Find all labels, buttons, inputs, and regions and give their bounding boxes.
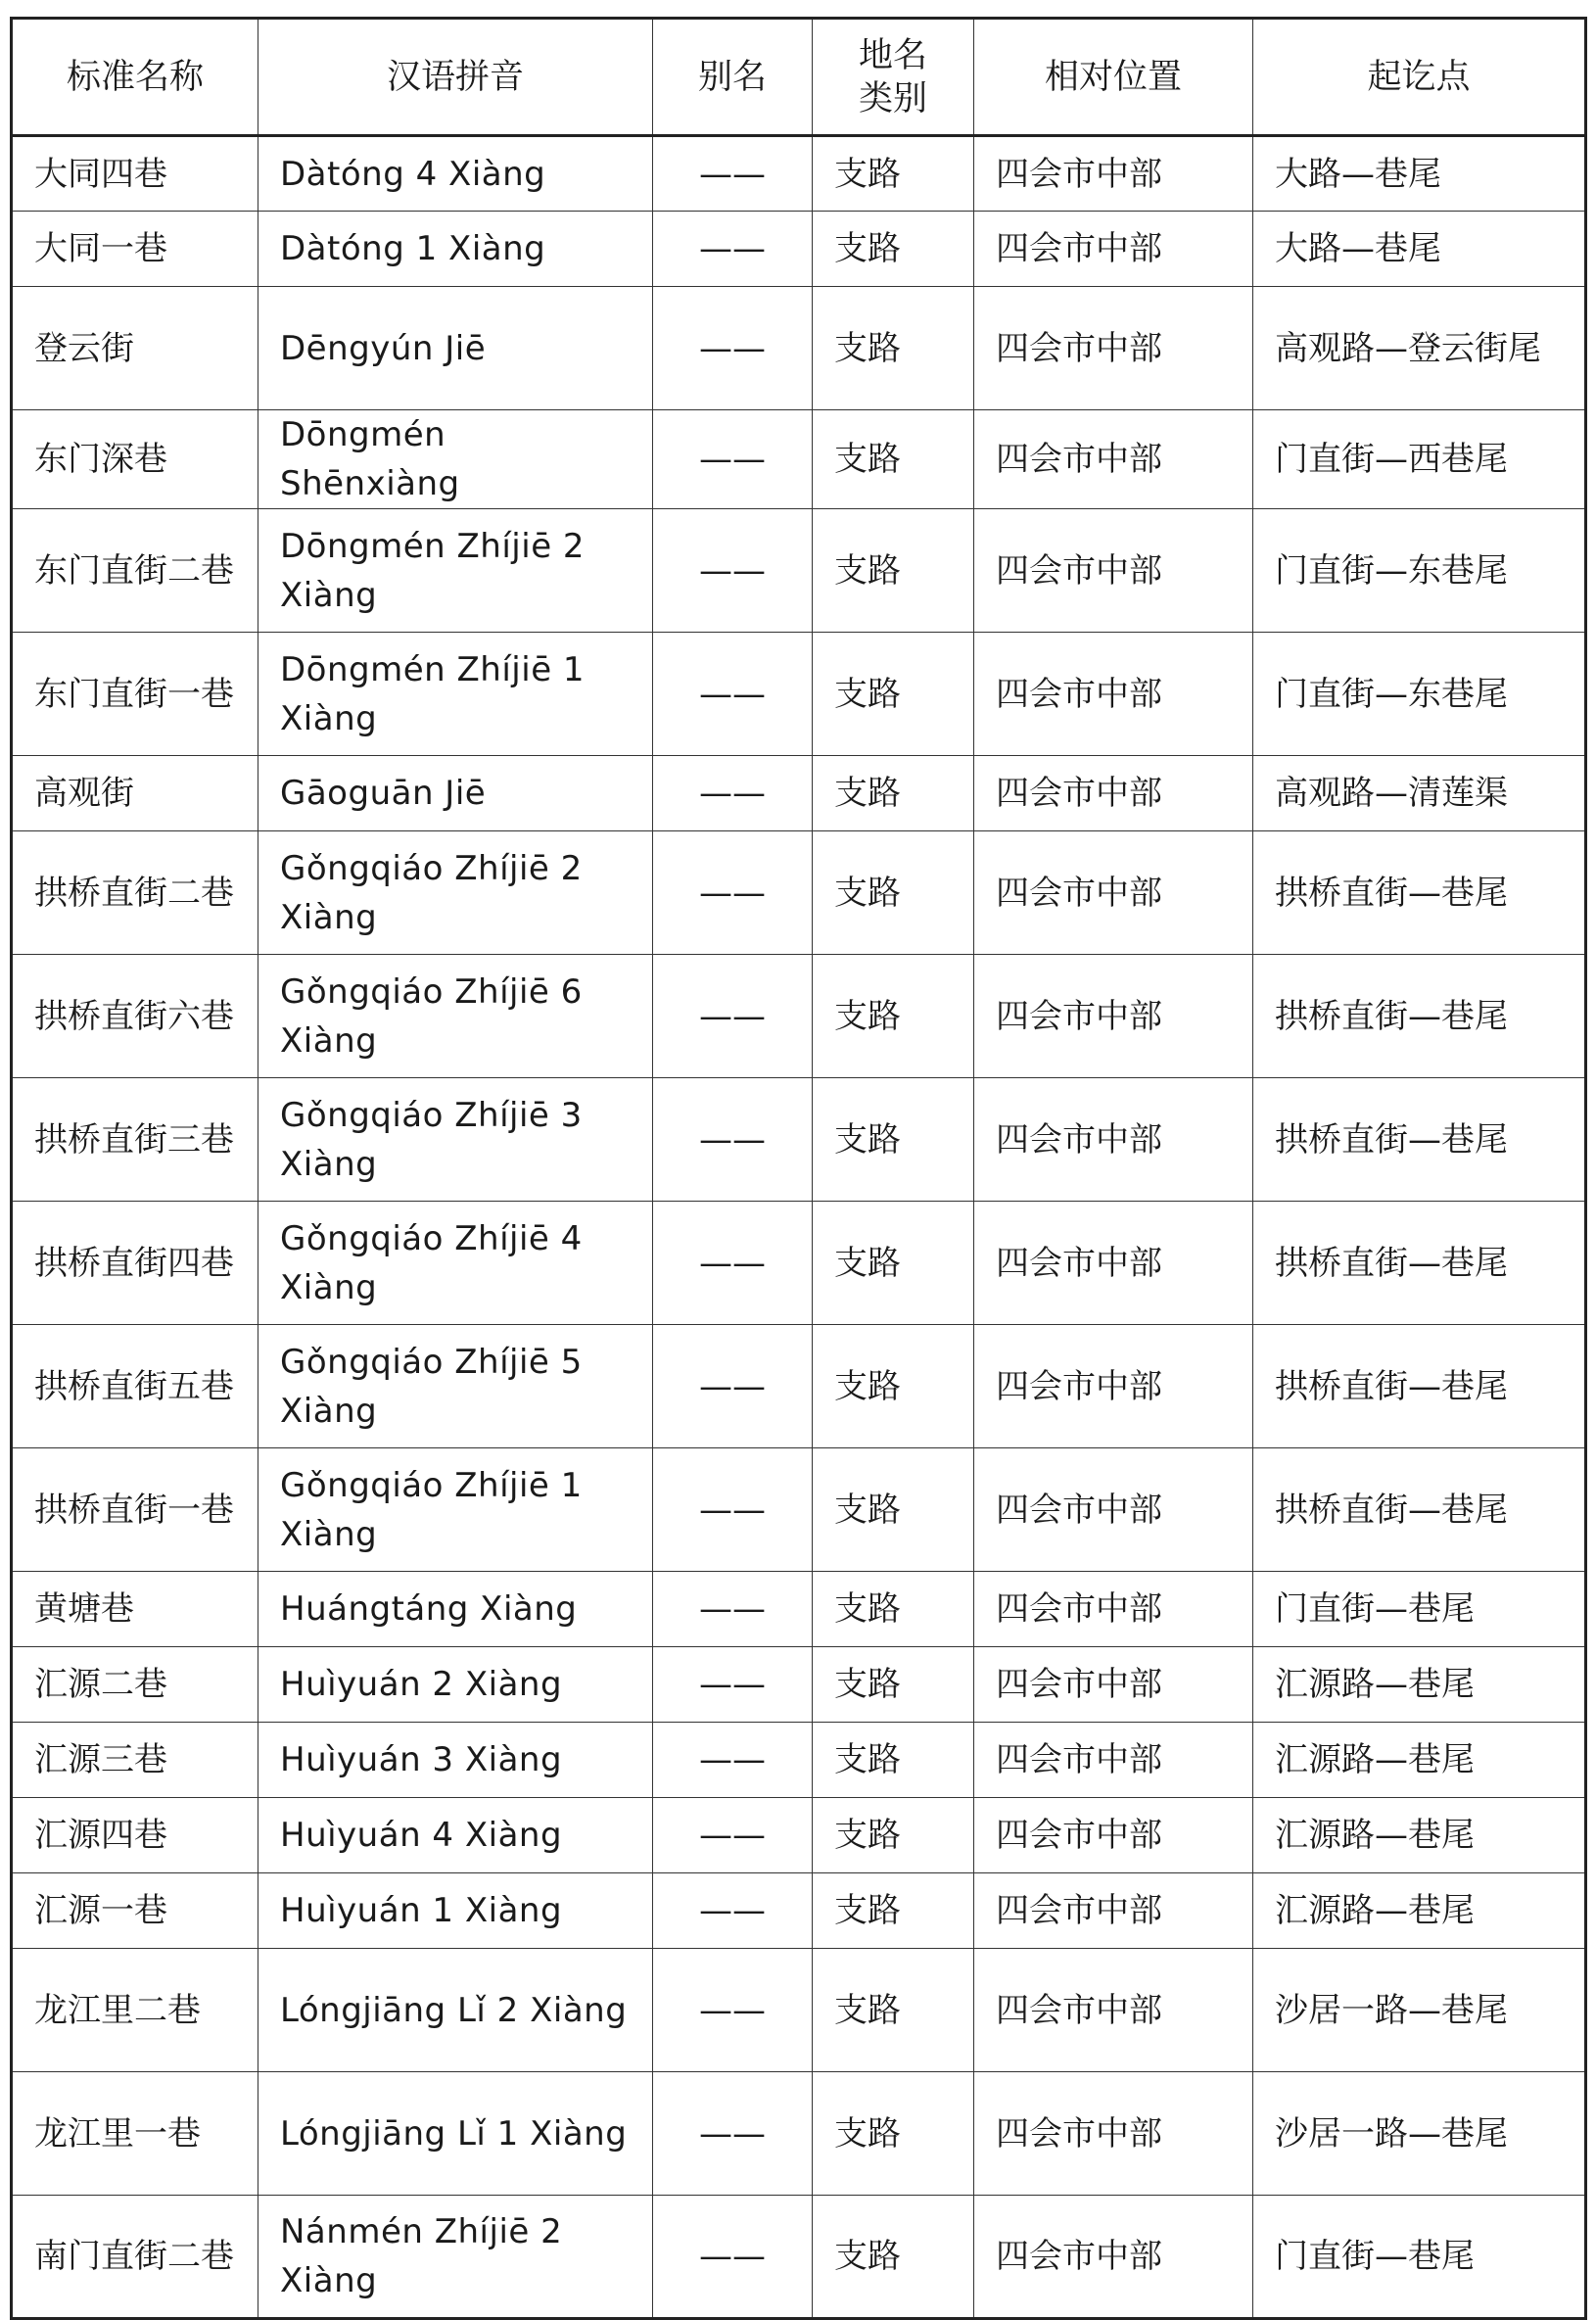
header-pinyin: 汉语拼音 [258,19,653,136]
cell-endpoints: 高观路—登云街尾 [1253,287,1586,410]
cell-standard-name: 南门直街二巷 [12,2196,258,2319]
cell-relative-location: 四会市中部 [974,1798,1253,1873]
cell-pinyin: Gǒngqiáo Zhíjiē 2 Xiàng [258,831,653,955]
cell-pinyin: Gǒngqiáo Zhíjiē 4 Xiàng [258,1202,653,1325]
cell-place-type: 支路 [813,1572,974,1647]
cell-standard-name: 龙江里一巷 [12,2072,258,2196]
header-alias: 别名 [653,19,813,136]
cell-relative-location: 四会市中部 [974,212,1253,287]
cell-place-type: 支路 [813,633,974,756]
table-row [12,831,1586,955]
place-name-table [10,17,1587,2320]
table-row [12,410,1586,509]
cell-pinyin: Gǒngqiáo Zhíjiē 6 Xiàng [258,955,653,1078]
cell-place-type: 支路 [813,410,974,509]
cell-endpoints: 拱桥直街—巷尾 [1253,831,1586,955]
cell-pinyin: Gǒngqiáo Zhíjiē 3 Xiàng [258,1078,653,1202]
cell-alias: —— [653,2196,813,2319]
cell-pinyin: Lóngjiāng Lǐ 1 Xiàng [258,2072,653,2196]
cell-place-type: 支路 [813,2072,974,2196]
cell-place-type: 支路 [813,136,974,212]
cell-standard-name: 大同一巷 [12,212,258,287]
cell-standard-name: 拱桥直街五巷 [12,1325,258,1448]
cell-pinyin: Dēngyún Jiē [258,287,653,410]
cell-standard-name: 汇源二巷 [12,1647,258,1723]
cell-alias: —— [653,1202,813,1325]
cell-endpoints: 汇源路—巷尾 [1253,1647,1586,1723]
table-row [12,633,1586,756]
cell-pinyin: Dàtóng 1 Xiàng [258,212,653,287]
cell-standard-name: 拱桥直街四巷 [12,1202,258,1325]
header-place-type: 地名类别 [813,19,974,136]
cell-standard-name: 拱桥直街一巷 [12,1448,258,1572]
table-row [12,1873,1586,1949]
cell-pinyin: Dōngmén Zhíjiē 1 Xiàng [258,633,653,756]
table-row [12,1078,1586,1202]
cell-standard-name: 大同四巷 [12,136,258,212]
cell-alias: —— [653,1873,813,1949]
cell-place-type: 支路 [813,1723,974,1798]
cell-alias: —— [653,136,813,212]
cell-alias: —— [653,1572,813,1647]
cell-pinyin: Dàtóng 4 Xiàng [258,136,653,212]
cell-standard-name: 龙江里二巷 [12,1949,258,2072]
table-row [12,1448,1586,1572]
table-row [12,955,1586,1078]
table-row [12,1572,1586,1647]
cell-alias: —— [653,831,813,955]
cell-alias: —— [653,1078,813,1202]
cell-standard-name: 黄塘巷 [12,1572,258,1647]
table-row [12,1949,1586,2072]
cell-standard-name: 登云街 [12,287,258,410]
cell-relative-location: 四会市中部 [974,1078,1253,1202]
cell-endpoints: 拱桥直街—巷尾 [1253,1202,1586,1325]
cell-place-type: 支路 [813,1798,974,1873]
header-standard-name: 标准名称 [12,19,258,136]
cell-alias: —— [653,1949,813,2072]
cell-pinyin: Gāoguān Jiē [258,756,653,831]
cell-relative-location: 四会市中部 [974,1325,1253,1448]
cell-standard-name: 拱桥直街六巷 [12,955,258,1078]
cell-pinyin: Huìyuán 1 Xiàng [258,1873,653,1949]
cell-alias: —— [653,1723,813,1798]
cell-place-type: 支路 [813,1949,974,2072]
cell-relative-location: 四会市中部 [974,287,1253,410]
cell-endpoints: 汇源路—巷尾 [1253,1873,1586,1949]
cell-endpoints: 沙居一路—巷尾 [1253,2072,1586,2196]
cell-alias: —— [653,1798,813,1873]
cell-relative-location: 四会市中部 [974,1202,1253,1325]
cell-relative-location: 四会市中部 [974,831,1253,955]
cell-relative-location: 四会市中部 [974,1448,1253,1572]
cell-endpoints: 拱桥直街—巷尾 [1253,1078,1586,1202]
header-row [12,19,1586,136]
cell-endpoints: 门直街—东巷尾 [1253,633,1586,756]
cell-endpoints: 拱桥直街—巷尾 [1253,1325,1586,1448]
table-row [12,1723,1586,1798]
cell-pinyin: Lóngjiāng Lǐ 2 Xiàng [258,1949,653,2072]
cell-pinyin: Huìyuán 4 Xiàng [258,1798,653,1873]
cell-place-type: 支路 [813,1078,974,1202]
cell-alias: —— [653,410,813,509]
cell-relative-location: 四会市中部 [974,1723,1253,1798]
cell-standard-name: 东门深巷 [12,410,258,509]
cell-standard-name: 拱桥直街三巷 [12,1078,258,1202]
cell-relative-location: 四会市中部 [974,1873,1253,1949]
cell-pinyin: Gǒngqiáo Zhíjiē 5 Xiàng [258,1325,653,1448]
cell-endpoints: 拱桥直街—巷尾 [1253,1448,1586,1572]
cell-relative-location: 四会市中部 [974,1949,1253,2072]
cell-standard-name: 汇源三巷 [12,1723,258,1798]
cell-endpoints: 大路—巷尾 [1253,212,1586,287]
header-relative-location: 相对位置 [974,19,1253,136]
table-row [12,756,1586,831]
cell-relative-location: 四会市中部 [974,410,1253,509]
cell-place-type: 支路 [813,1325,974,1448]
cell-endpoints: 大路—巷尾 [1253,136,1586,212]
cell-relative-location: 四会市中部 [974,509,1253,633]
cell-alias: —— [653,287,813,410]
cell-relative-location: 四会市中部 [974,1647,1253,1723]
cell-endpoints: 汇源路—巷尾 [1253,1723,1586,1798]
cell-endpoints: 门直街—巷尾 [1253,2196,1586,2319]
table-row [12,1647,1586,1723]
table-row [12,136,1586,212]
cell-standard-name: 拱桥直街二巷 [12,831,258,955]
cell-place-type: 支路 [813,1448,974,1572]
cell-relative-location: 四会市中部 [974,633,1253,756]
header-endpoints: 起讫点 [1253,19,1586,136]
cell-standard-name: 高观街 [12,756,258,831]
cell-alias: —— [653,509,813,633]
cell-alias: —— [653,756,813,831]
cell-pinyin: Dōngmén Shēnxiàng [258,410,653,509]
cell-place-type: 支路 [813,1647,974,1723]
cell-place-type: 支路 [813,1873,974,1949]
cell-endpoints: 门直街—西巷尾 [1253,410,1586,509]
cell-pinyin: Gǒngqiáo Zhíjiē 1 Xiàng [258,1448,653,1572]
cell-place-type: 支路 [813,756,974,831]
cell-pinyin: Huángtáng Xiàng [258,1572,653,1647]
cell-endpoints: 沙居一路—巷尾 [1253,1949,1586,2072]
cell-standard-name: 汇源四巷 [12,1798,258,1873]
cell-place-type: 支路 [813,2196,974,2319]
cell-alias: —— [653,1647,813,1723]
cell-place-type: 支路 [813,831,974,955]
cell-relative-location: 四会市中部 [974,1572,1253,1647]
cell-endpoints: 高观路—清莲渠 [1253,756,1586,831]
cell-standard-name: 东门直街二巷 [12,509,258,633]
cell-standard-name: 东门直街一巷 [12,633,258,756]
cell-relative-location: 四会市中部 [974,136,1253,212]
table-row [12,1202,1586,1325]
cell-alias: —— [653,212,813,287]
cell-relative-location: 四会市中部 [974,756,1253,831]
table-row [12,2072,1586,2196]
cell-endpoints: 门直街—巷尾 [1253,1572,1586,1647]
table-row [12,1325,1586,1448]
cell-endpoints: 拱桥直街—巷尾 [1253,955,1586,1078]
cell-pinyin: Huìyuán 2 Xiàng [258,1647,653,1723]
cell-alias: —— [653,955,813,1078]
cell-place-type: 支路 [813,955,974,1078]
table-row [12,287,1586,410]
cell-alias: —— [653,1448,813,1572]
cell-place-type: 支路 [813,212,974,287]
cell-endpoints: 汇源路—巷尾 [1253,1798,1586,1873]
cell-endpoints: 门直街—东巷尾 [1253,509,1586,633]
table-row [12,2196,1586,2319]
cell-place-type: 支路 [813,509,974,633]
table-body [12,136,1586,2319]
cell-relative-location: 四会市中部 [974,2196,1253,2319]
cell-standard-name: 汇源一巷 [12,1873,258,1949]
cell-pinyin: Nánmén Zhíjiē 2 Xiàng [258,2196,653,2319]
cell-pinyin: Huìyuán 3 Xiàng [258,1723,653,1798]
cell-alias: —— [653,1325,813,1448]
cell-alias: —— [653,633,813,756]
table-row [12,1798,1586,1873]
cell-place-type: 支路 [813,1202,974,1325]
cell-relative-location: 四会市中部 [974,2072,1253,2196]
cell-alias: —— [653,2072,813,2196]
cell-pinyin: Dōngmén Zhíjiē 2 Xiàng [258,509,653,633]
cell-place-type: 支路 [813,287,974,410]
table-row [12,212,1586,287]
table-row [12,509,1586,633]
cell-relative-location: 四会市中部 [974,955,1253,1078]
